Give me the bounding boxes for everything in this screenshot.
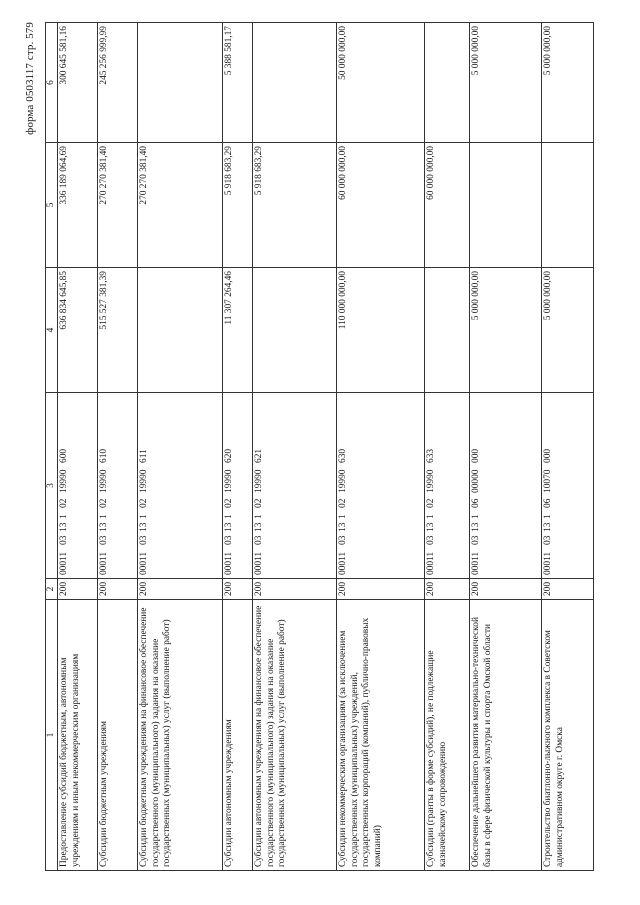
code-segment: 13 (338, 522, 349, 532)
row-name: Обеспечение дальнейшего развития материально-технической базы в сфере физической культуры и спорта Омской области (470, 600, 542, 871)
budget-classification-code (138, 393, 223, 579)
code-segment: 13 (139, 522, 150, 532)
column-header: 2 (46, 579, 58, 600)
code-segment: 13 (99, 522, 110, 532)
amount-col6 (425, 23, 470, 143)
code-segment: 1 (254, 514, 265, 519)
amount-col5 (542, 143, 594, 268)
table-row (470, 23, 542, 871)
header-row (46, 23, 58, 871)
budget-classification-code (58, 393, 98, 579)
code-segment: 11 (224, 551, 235, 561)
code-segment: 13 (543, 522, 554, 532)
table-row (98, 23, 138, 871)
row-name: Субсидии автономным учреждениям (223, 600, 253, 871)
code-segment: 000 (471, 560, 482, 575)
code-segment: 11 (426, 551, 437, 561)
code-segment: 13 (471, 522, 482, 532)
code-segment: 11 (99, 551, 110, 561)
code-segment: 1 (139, 514, 150, 519)
table-row (253, 23, 337, 871)
amount-col4: 515 527 381,39 (98, 268, 138, 393)
row-name: Субсидии бюджетным учреждениям (98, 600, 138, 871)
code-segment: 06 (471, 498, 482, 508)
code-segment: 633 (426, 448, 437, 463)
code-segment: 1 (426, 514, 437, 519)
code-segment: 19990 (338, 469, 349, 493)
code-segment: 620 (224, 448, 235, 463)
amount-col5: 60 000 000,00 (425, 143, 470, 268)
budget-classification-code (253, 393, 337, 579)
code-segment: 1 (224, 514, 235, 519)
amount-col6: 300 645 581,16 (58, 23, 98, 143)
code-segment: 19990 (254, 469, 265, 493)
column-header: 4 (46, 268, 58, 393)
code-segment: 000 (99, 560, 110, 575)
amount-col6: 245 256 999,99 (98, 23, 138, 143)
code-segment: 11 (139, 551, 150, 561)
code-segment: 1 (59, 514, 70, 519)
line-code: 200 (253, 579, 337, 600)
code-segment: 02 (224, 498, 235, 508)
amount-col5: 336 189 064,69 (58, 143, 98, 268)
row-name: Строительство биатлонно-лыжного комплекса в Советском административном округе г. Омска (542, 600, 594, 871)
amount-col6: 5 000 000,00 (470, 23, 542, 143)
table-row (58, 23, 98, 871)
table-row (337, 23, 425, 871)
code-segment: 02 (426, 498, 437, 508)
budget-classification-code (337, 393, 425, 579)
code-segment: 600 (59, 448, 70, 463)
amount-col4: 11 307 264,46 (223, 268, 253, 393)
budget-classification-code (542, 393, 594, 579)
table-row (542, 23, 594, 871)
budget-classification-code (470, 393, 542, 579)
amount-col4: 5 000 000,00 (542, 268, 594, 393)
code-segment: 03 (338, 535, 349, 545)
code-segment: 03 (59, 535, 70, 545)
code-segment: 630 (338, 448, 349, 463)
row-name: Субсидии (гранты в форме субсидий), не подлежащие казначейскому сопровождению (425, 600, 470, 871)
line-code: 200 (337, 579, 425, 600)
column-header: 6 (46, 23, 58, 143)
amount-col6: 5 000 000,00 (542, 23, 594, 143)
table-row (223, 23, 253, 871)
code-segment: 1 (338, 514, 349, 519)
code-segment: 19990 (139, 469, 150, 493)
code-segment: 13 (426, 522, 437, 532)
amount-col5: 5 918 683,29 (223, 143, 253, 268)
form-reference: форма 0503117 стр. 579 (24, 22, 36, 135)
budget-classification-code (223, 393, 253, 579)
code-segment: 1 (543, 514, 554, 519)
code-segment: 19990 (426, 469, 437, 493)
column-header: 5 (46, 143, 58, 268)
code-segment: 13 (254, 522, 265, 532)
code-segment: 000 (543, 448, 554, 463)
code-segment: 13 (59, 522, 70, 532)
code-segment: 000 (426, 560, 437, 575)
code-segment: 03 (139, 535, 150, 545)
line-code: 200 (58, 579, 98, 600)
line-code: 200 (470, 579, 542, 600)
code-segment: 000 (139, 560, 150, 575)
amount-col6 (138, 23, 223, 143)
code-segment: 03 (426, 535, 437, 545)
code-segment: 11 (471, 551, 482, 561)
code-segment: 03 (99, 535, 110, 545)
code-segment: 10070 (543, 469, 554, 493)
amount-col4 (253, 268, 337, 393)
code-segment: 02 (99, 498, 110, 508)
amount-col4: 5 000 000,00 (470, 268, 542, 393)
row-name: Субсидии бюджетным учреждениям на финансовое обеспечение государственного (муниципального) задания на оказание государственных (муниципальных) услуг (выполнение работ) (138, 600, 223, 871)
column-header: 1 (46, 600, 58, 871)
code-segment: 621 (254, 448, 265, 463)
column-header: 3 (46, 393, 58, 579)
code-segment: 1 (471, 514, 482, 519)
amount-col5: 5 918 683,29 (253, 143, 337, 268)
amount-col5: 270 270 381,40 (98, 143, 138, 268)
code-segment: 11 (543, 551, 554, 561)
line-code: 200 (98, 579, 138, 600)
code-segment: 03 (254, 535, 265, 545)
code-segment: 610 (99, 448, 110, 463)
budget-classification-code (98, 393, 138, 579)
code-segment: 06 (543, 498, 554, 508)
amount-col6: 5 388 581,17 (223, 23, 253, 143)
code-segment: 03 (543, 535, 554, 545)
code-segment: 000 (59, 560, 70, 575)
code-segment: 02 (338, 498, 349, 508)
code-segment: 11 (254, 551, 265, 561)
code-segment: 19990 (59, 469, 70, 493)
code-segment: 000 (254, 560, 265, 575)
code-segment: 1 (99, 514, 110, 519)
code-segment: 000 (471, 448, 482, 463)
row-name: Субсидии некоммерческим организациям (за исключением государственных (муниципальных) учреждений, государственных корпораций (компаний), публично-правовых компаний) (337, 600, 425, 871)
code-segment: 11 (338, 551, 349, 561)
code-segment: 02 (59, 498, 70, 508)
amount-col5: 60 000 000,00 (337, 143, 425, 268)
amount-col4: 636 834 645,85 (58, 268, 98, 393)
amount-col4 (138, 268, 223, 393)
code-segment: 03 (471, 535, 482, 545)
code-segment: 02 (139, 498, 150, 508)
code-segment: 000 (543, 560, 554, 575)
table-row (425, 23, 470, 871)
amount-col5: 270 270 381,40 (138, 143, 223, 268)
budget-classification-code (425, 393, 470, 579)
code-segment: 11 (59, 551, 70, 561)
code-segment: 13 (224, 522, 235, 532)
code-segment: 000 (338, 560, 349, 575)
amount-col4 (425, 268, 470, 393)
code-segment: 19990 (224, 469, 235, 493)
code-segment: 00000 (471, 469, 482, 493)
amount-col4: 110 000 000,00 (337, 268, 425, 393)
code-segment: 000 (224, 560, 235, 575)
expenditure-table (45, 22, 594, 871)
code-segment: 19990 (99, 469, 110, 493)
row-name: Субсидии автономным учреждениям на финансовое обеспечение государственного (муниципального) задания на оказание государственных (муниципальных) услуг (выполнение работ) (253, 600, 337, 871)
code-segment: 02 (254, 498, 265, 508)
line-code: 200 (138, 579, 223, 600)
amount-col6: 50 000 000,00 (337, 23, 425, 143)
amount-col5 (470, 143, 542, 268)
amount-col6 (253, 23, 337, 143)
line-code: 200 (542, 579, 594, 600)
line-code: 200 (223, 579, 253, 600)
code-segment: 03 (224, 535, 235, 545)
row-name: Предоставление субсидий бюджетным, автономным учреждениям и иным некоммерческим организациям (58, 600, 98, 871)
table-row (138, 23, 223, 871)
code-segment: 611 (139, 449, 150, 463)
line-code: 200 (425, 579, 470, 600)
